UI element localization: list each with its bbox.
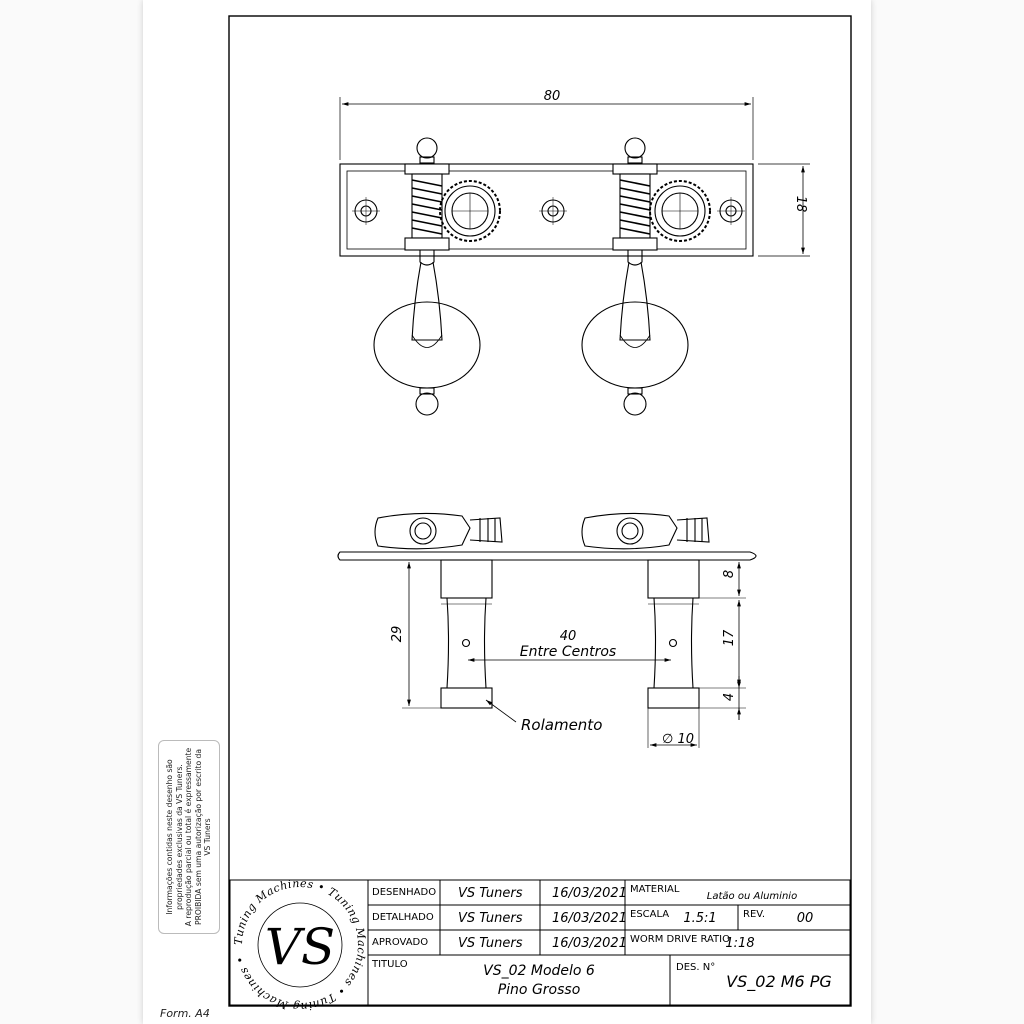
bearing — [441, 688, 492, 708]
ratio-value: 1:18 — [725, 936, 755, 951]
side-knob-1 — [375, 513, 502, 548]
date-aprovado: 16/03/2021 — [552, 936, 627, 951]
title-line-1: VS_02 Modelo 6 — [483, 963, 595, 979]
row-label-aprovado: APROVADO — [372, 937, 429, 948]
rev-value: 00 — [796, 911, 814, 926]
date-desenhado: 16/03/2021 — [552, 886, 627, 901]
dim-17-label: 17 — [722, 629, 737, 647]
bearing — [648, 688, 699, 708]
name-desenhado: VS Tuners — [458, 886, 523, 901]
row-label-detalhado: DETALHADO — [372, 912, 434, 923]
date-detalhado: 16/03/2021 — [552, 911, 627, 926]
screw-hole — [539, 197, 567, 225]
logo-ring-text: Tuning Machines • Tuning Machines • Tuning Machines • — [231, 876, 369, 1014]
escala-label: ESCALA — [630, 909, 670, 920]
diameter-label: ∅ 10 — [662, 732, 694, 747]
dim-4-label: 4 — [722, 692, 737, 702]
screw-hole — [717, 197, 745, 225]
titulo-label: TITULO — [372, 959, 408, 970]
name-aprovado: VS Tuners — [458, 936, 523, 951]
tuner-assembly-2 — [582, 138, 710, 415]
screw-hole — [352, 197, 380, 225]
title-line-2: Pino Grosso — [497, 982, 581, 998]
tuner-assembly-1 — [374, 138, 500, 415]
row-label-desenhado: DESENHADO — [372, 887, 437, 898]
material-label: MATERIAL — [630, 884, 680, 895]
notice-line: VS Tuners — [203, 818, 213, 856]
post-1 — [441, 560, 492, 708]
center-distance-label: Entre Centros — [519, 644, 617, 660]
vs-tuners-logo — [232, 877, 368, 1013]
dim-18-label: 18 — [793, 195, 808, 213]
ratio-label: WORM DRIVE RATIO — [630, 934, 730, 945]
notice-line: A reprodução parcial ou total é expressamente — [184, 747, 194, 927]
dim-8-label: 8 — [722, 569, 737, 579]
side-knob-2 — [582, 513, 709, 548]
post-2 — [648, 560, 699, 708]
form-label: Form. A4 — [160, 1007, 210, 1020]
rev-label: REV. — [743, 909, 765, 920]
logo-monogram: VS — [264, 918, 336, 976]
des-label: DES. N° — [676, 962, 716, 973]
notice-line: propriedades exclusivas da VS Tuners. — [174, 764, 184, 910]
center-distance-value: 40 — [559, 629, 577, 644]
base-plate — [340, 164, 753, 256]
dim-80-label: 80 — [543, 89, 561, 104]
drawing-number: VS_02 M6 PG — [726, 972, 832, 991]
material-value: Latão ou Aluminio — [706, 891, 798, 902]
notice-line: PROIBIDA sem uma autorização por escrito da — [193, 749, 203, 925]
bearing-label: Rolamento — [521, 716, 603, 734]
side-plate — [338, 552, 756, 560]
escala-value: 1.5:1 — [683, 911, 717, 926]
top-view — [340, 97, 810, 415]
dim-29-label: 29 — [390, 625, 405, 643]
notice-line: Informações contidas neste desenho são — [165, 759, 174, 915]
name-detalhado: VS Tuners — [458, 911, 523, 926]
